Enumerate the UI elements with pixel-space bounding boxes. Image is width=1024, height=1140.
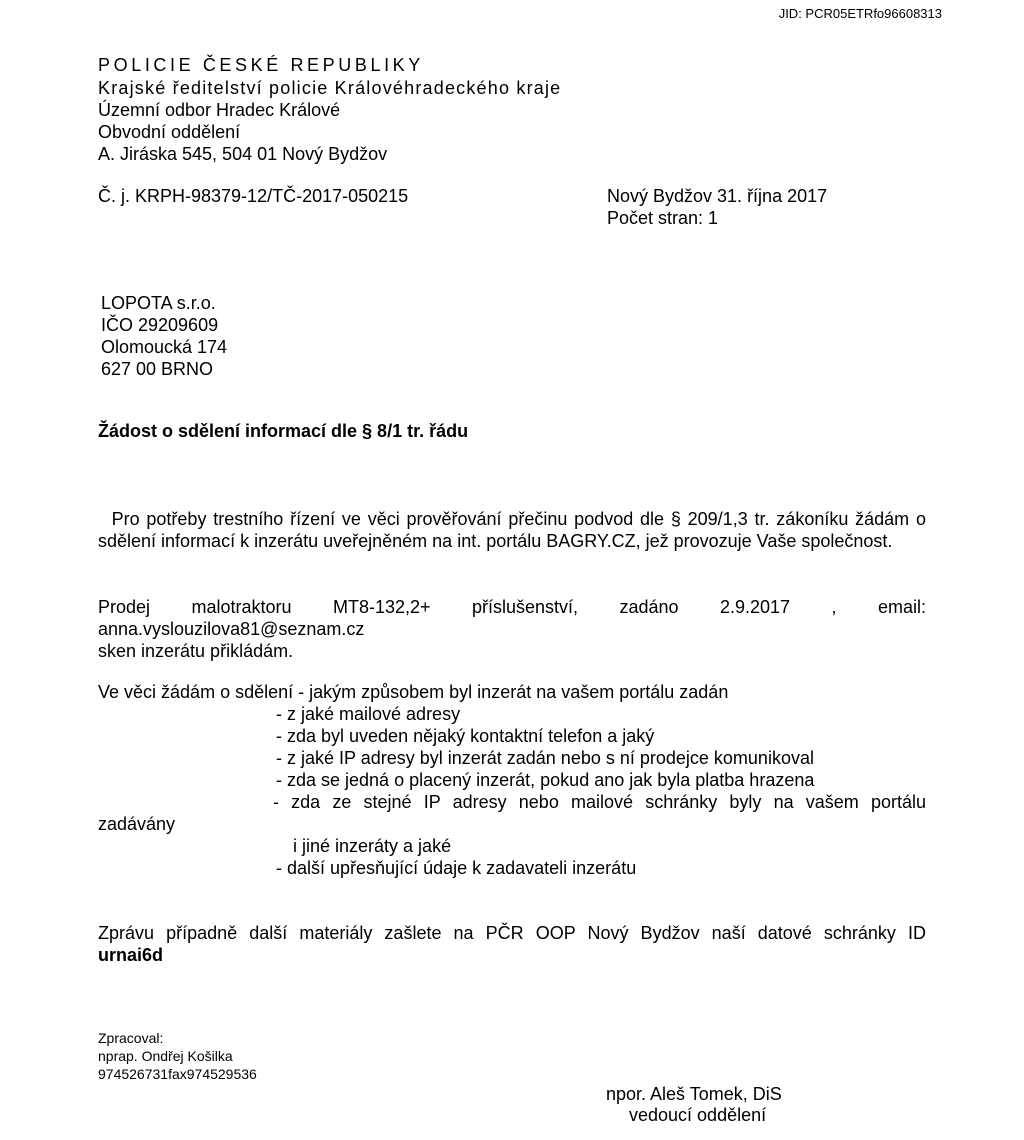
document-date: Nový Bydžov 31. října 2017 xyxy=(607,186,828,206)
recipient-street: Olomoucká 174 xyxy=(101,337,228,357)
processed-by xyxy=(98,1029,257,1083)
page-count: Počet stran: 1 xyxy=(607,208,719,228)
header-district-office: Obvodní oddělení xyxy=(98,122,241,142)
reference-number: Č. j. KRPH-98379-12/TČ-2017-050215 xyxy=(98,186,409,206)
scan-attached-note: sken inzerátu přikládám. xyxy=(98,641,294,661)
letter-subject: Žádost o sdělení informací dle § 8/1 tr. řádu xyxy=(98,421,469,441)
request-item: - zda byl uveden nějaký kontaktní telefon a jaký xyxy=(276,726,655,746)
request-item-continuation: i jiné inzeráty a jaké xyxy=(293,836,452,856)
recipient-name: LOPOTA s.r.o. xyxy=(101,293,216,313)
recipient-city: 627 00 BRNO xyxy=(101,359,214,379)
request-intro: Ve věci žádám o sdělení - jakým způsobem byl inzerát na vašem portálu zadán xyxy=(98,682,729,702)
header-address: A. Jiráska 545, 504 01 Nový Bydžov xyxy=(98,144,388,164)
listing-description: Prodej malotraktoru MT8-132,2+ příslušenství, zadáno 2.9.2017 , email: xyxy=(98,597,926,617)
processed-by-phone: 974526731fax974529536 xyxy=(98,1066,257,1082)
delivery-instructions: Zprávu případně další materiály zašlete na PČR OOP Nový Bydžov naší datové schránky ID xyxy=(98,923,926,943)
recipient-address xyxy=(101,292,227,380)
listing-email: anna.vyslouzilova81@seznam.cz xyxy=(98,619,365,639)
request-item: - z jaké IP adresy byl inzerát zadán nebo s ní prodejce komunikoval xyxy=(276,748,814,768)
request-item: - zda ze stejné IP adresy nebo mailové schránky byly na vašem portálu xyxy=(273,792,926,812)
recipient-ico: IČO 29209609 xyxy=(101,315,219,335)
data-box-id: urnai6d xyxy=(98,945,164,965)
request-item: - další upřesňující údaje k zadavateli inzerátu xyxy=(276,858,637,878)
body-paragraph-2 xyxy=(98,596,926,662)
processed-by-label: Zpracoval: xyxy=(98,1030,164,1046)
header-regional-directorate: Krajské ředitelství policie Královéhradeckého kraje xyxy=(98,78,562,98)
request-item-continuation: zadávány xyxy=(98,814,176,834)
signatory-title: vedoucí oddělení xyxy=(629,1105,767,1125)
request-item: - zda se jedná o placený inzerát, pokud ano jak byla platba hrazena xyxy=(276,770,815,790)
header-police: POLICIE ČESKÉ REPUBLIKY xyxy=(98,55,424,75)
body-paragraph-3 xyxy=(98,922,926,966)
signatory-name: npor. Aleš Tomek, DiS xyxy=(606,1084,782,1104)
request-item: - z jaké mailové adresy xyxy=(276,704,461,724)
processed-by-name: nprap. Ondřej Košilka xyxy=(98,1048,233,1064)
body-paragraph-1: Pro potřeby trestního řízení ve věci prověřování přečinu podvod dle § 209/1,3 tr. zákoníku žádám o sdělení informací k inzerátu uveřejněném na int. portálu BAGRY.CZ, jež provozuje Vaše společnost. xyxy=(98,509,931,551)
header-territorial-department: Územní odbor Hradec Králové xyxy=(98,100,341,120)
document-id: JID: PCR05ETRfo96608313 xyxy=(778,6,942,21)
